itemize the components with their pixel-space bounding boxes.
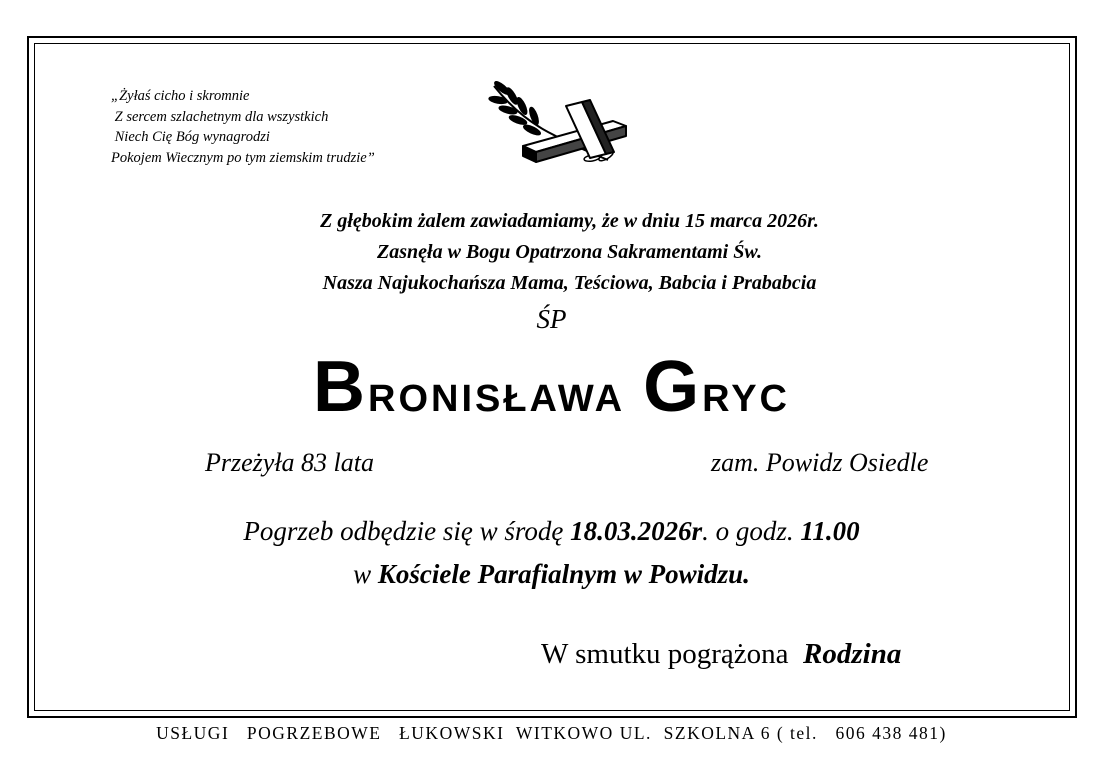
signature	[541, 638, 901, 671]
announcement-line: Z głębokim żalem zawiadamiamy, że w dniu 15 marca 2026r.	[320, 210, 819, 232]
funeral-place: Kościele Parafialnym w Powidzu.	[377, 559, 750, 589]
honorific-prefix: ŚP	[536, 304, 567, 334]
announcement-line: Zasnęła w Bogu Opatrzona Sakramentami Św.	[377, 241, 762, 263]
first-name-rest: ronisława	[368, 363, 626, 423]
residence-text: zam. Powidz Osiedle	[711, 448, 929, 477]
poem-line: Z sercem szlachetnym dla wszystkich	[111, 108, 329, 125]
footer-funeral-home: USŁUGI POGRZEBOWE ŁUKOWSKI WITKOWO UL. SZKOLNA 6 ( tel. 606 438 481)	[156, 723, 947, 743]
announcement	[0, 206, 1103, 299]
funeral-text: Pogrzeb odbędzie się w środę	[243, 516, 571, 546]
deceased-name	[0, 346, 1103, 428]
signature-family: Rodzina	[803, 638, 902, 670]
age-text: Przeżyła 83 lata	[205, 448, 374, 477]
funeral-text: . o godz.	[702, 516, 801, 546]
poem-line: Niech Cię Bóg wynagrodzi	[111, 129, 270, 145]
funeral-time: 11.00	[800, 516, 860, 546]
signature-text: W smutku pogrążona	[541, 638, 804, 670]
cross-with-palm-branch-icon	[488, 76, 658, 168]
poem-line: „Żyłaś cicho i skromnie	[111, 88, 250, 104]
funeral-text: w	[353, 559, 378, 589]
funeral-info	[0, 510, 1103, 596]
poem-line: Pokojem Wiecznym po tym ziemskim trudzie”	[111, 149, 375, 166]
last-name-rest: ryc	[702, 363, 790, 423]
funeral-date: 18.03.2026r	[570, 516, 703, 546]
first-name-initial: B	[313, 347, 368, 427]
last-name-initial: G	[643, 347, 703, 427]
funeral-line-2	[0, 553, 1103, 596]
funeral-line-1	[0, 510, 1103, 553]
poem	[111, 86, 375, 168]
announcement-line: Nasza Najukochańsza Mama, Teściowa, Babcia i Prababcia	[322, 272, 817, 294]
